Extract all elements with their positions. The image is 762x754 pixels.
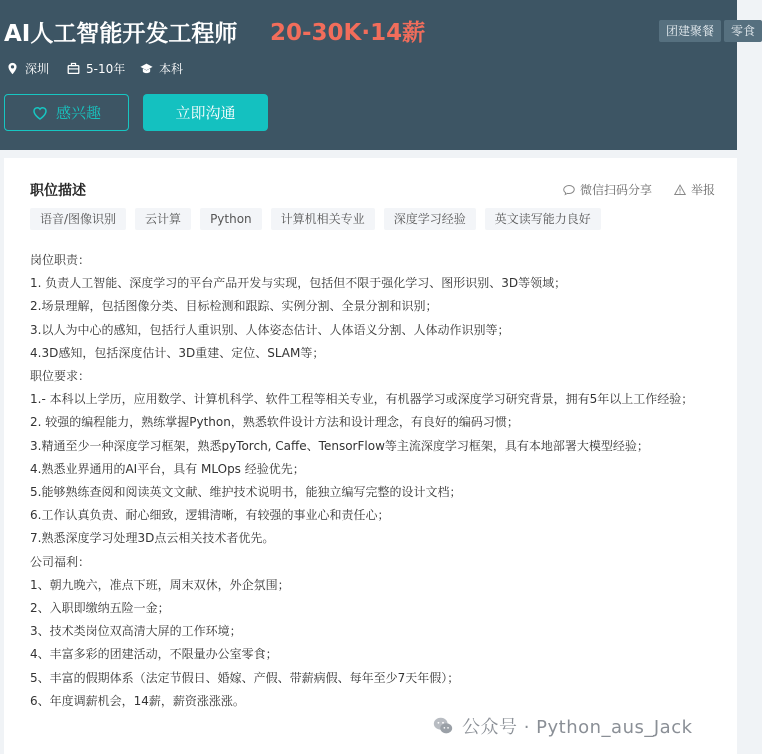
description-line: 岗位职责： — [30, 253, 91, 267]
description-line: 1.- 本科以上学历，应用数学、计算机科学、软件工程等相关专业，有机器学习或深度学习研究背景，拥有5年以上工作经验； — [30, 392, 694, 407]
watermark — [432, 713, 693, 739]
share-label: 微信扫码分享 — [580, 183, 653, 197]
job-title: AI人工智能开发工程师 — [4, 21, 238, 47]
chat-now-button[interactable] — [143, 94, 268, 131]
description-line: 6.工作认真负责、耐心细致，逻辑清晰，有较强的事业心和责任心； — [30, 508, 390, 523]
skill-tag: 云计算 — [135, 208, 191, 230]
benefit-tag: 零食 — [724, 20, 762, 42]
chat-label: 立即沟通 — [175, 104, 236, 122]
skill-tag: Python — [200, 208, 262, 230]
description-line: 1. 负责人工智能、深度学习的平台产品开发与实现，包括但不限于强化学习、图形识别、3D等领域； — [30, 276, 567, 291]
description-line: 6、年度调薪机会，14薪，薪资涨涨涨。 — [30, 693, 245, 708]
skill-tag: 英文读写能力良好 — [485, 208, 601, 230]
description-line: 职位要求： — [30, 369, 91, 384]
benefit-tag: 团建聚餐 — [659, 20, 721, 42]
report-label: 举报 — [691, 183, 716, 197]
description-line: 2.场景理解，包括图像分类、目标检测和跟踪、实例分割、全景分割和识别； — [30, 299, 438, 314]
skill-tag: 语音/图像识别 — [30, 208, 126, 230]
location-pin-icon — [6, 62, 19, 75]
skill-tag: 计算机相关专业 — [271, 208, 375, 230]
description-line: 7.熟悉深度学习处理3D点云相关技术者优先。 — [30, 531, 275, 546]
wechat-logo-icon — [432, 715, 454, 737]
description-line: 5.能够熟练查阅和阅读英文文献、维护技术说明书，能独立编写完整的设计文档； — [30, 485, 462, 500]
salary-range: 20-30K·14薪 — [270, 20, 426, 46]
job-description-card — [4, 158, 737, 754]
report-link[interactable] — [674, 181, 715, 198]
warning-icon — [674, 184, 686, 196]
description-line: 4、丰富多彩的团建活动，不限量办公室零食； — [30, 647, 278, 662]
education-text: 本科 — [159, 62, 184, 76]
description-line: 4.3D感知，包括深度估计、3D重建、定位、SLAM等； — [30, 345, 325, 360]
description-line: 2、入职即缴纳五险一金； — [30, 601, 170, 616]
chat-bubble-icon — [563, 184, 575, 196]
heart-icon — [32, 105, 48, 121]
description-line: 3、技术类岗位双高清大屏的工作环境； — [30, 624, 242, 639]
description-line: 公司福利： — [30, 554, 91, 569]
description-line: 5、丰富的假期体系（法定节假日、婚嫁、产假、带薪病假、每年至少7天年假）； — [30, 670, 460, 685]
job-description-text — [30, 249, 722, 713]
graduation-cap-icon — [140, 62, 153, 75]
description-line: 2. 较强的编程能力，熟练掌握Python，熟悉软件设计方法和设计理念，有良好的编码习惯； — [30, 415, 519, 430]
experience — [67, 60, 125, 77]
education — [140, 60, 183, 77]
description-line: 1、朝九晚六，准点下班，周末双休，外企氛围； — [30, 577, 290, 592]
interest-button[interactable] — [4, 94, 129, 131]
interest-label: 感兴趣 — [55, 104, 101, 122]
briefcase-icon — [67, 62, 80, 75]
section-title: 职位描述 — [30, 183, 86, 199]
skill-tag: 深度学习经验 — [384, 208, 476, 230]
watermark-text: 公众号 · Python_aus_Jack — [462, 717, 693, 738]
description-line: 3.以人为中心的感知，包括行人重识别、人体姿态估计、人体语义分割、人体动作识别等； — [30, 322, 510, 337]
wechat-share-link[interactable] — [563, 181, 652, 198]
job-header — [0, 0, 756, 150]
description-line: 4.熟悉业界通用的AI平台，具有 MLOps 经验优先； — [30, 461, 305, 476]
location — [6, 60, 49, 77]
description-line: 3.精通至少一种深度学习框架，熟悉pyTorch, Caffe、TensorFlow等主流深度学习框架，具有本地部署大模型经验； — [30, 438, 649, 453]
skill-tags — [30, 208, 601, 230]
location-text: 深圳 — [25, 62, 50, 76]
experience-text: 5-10年 — [86, 62, 126, 76]
